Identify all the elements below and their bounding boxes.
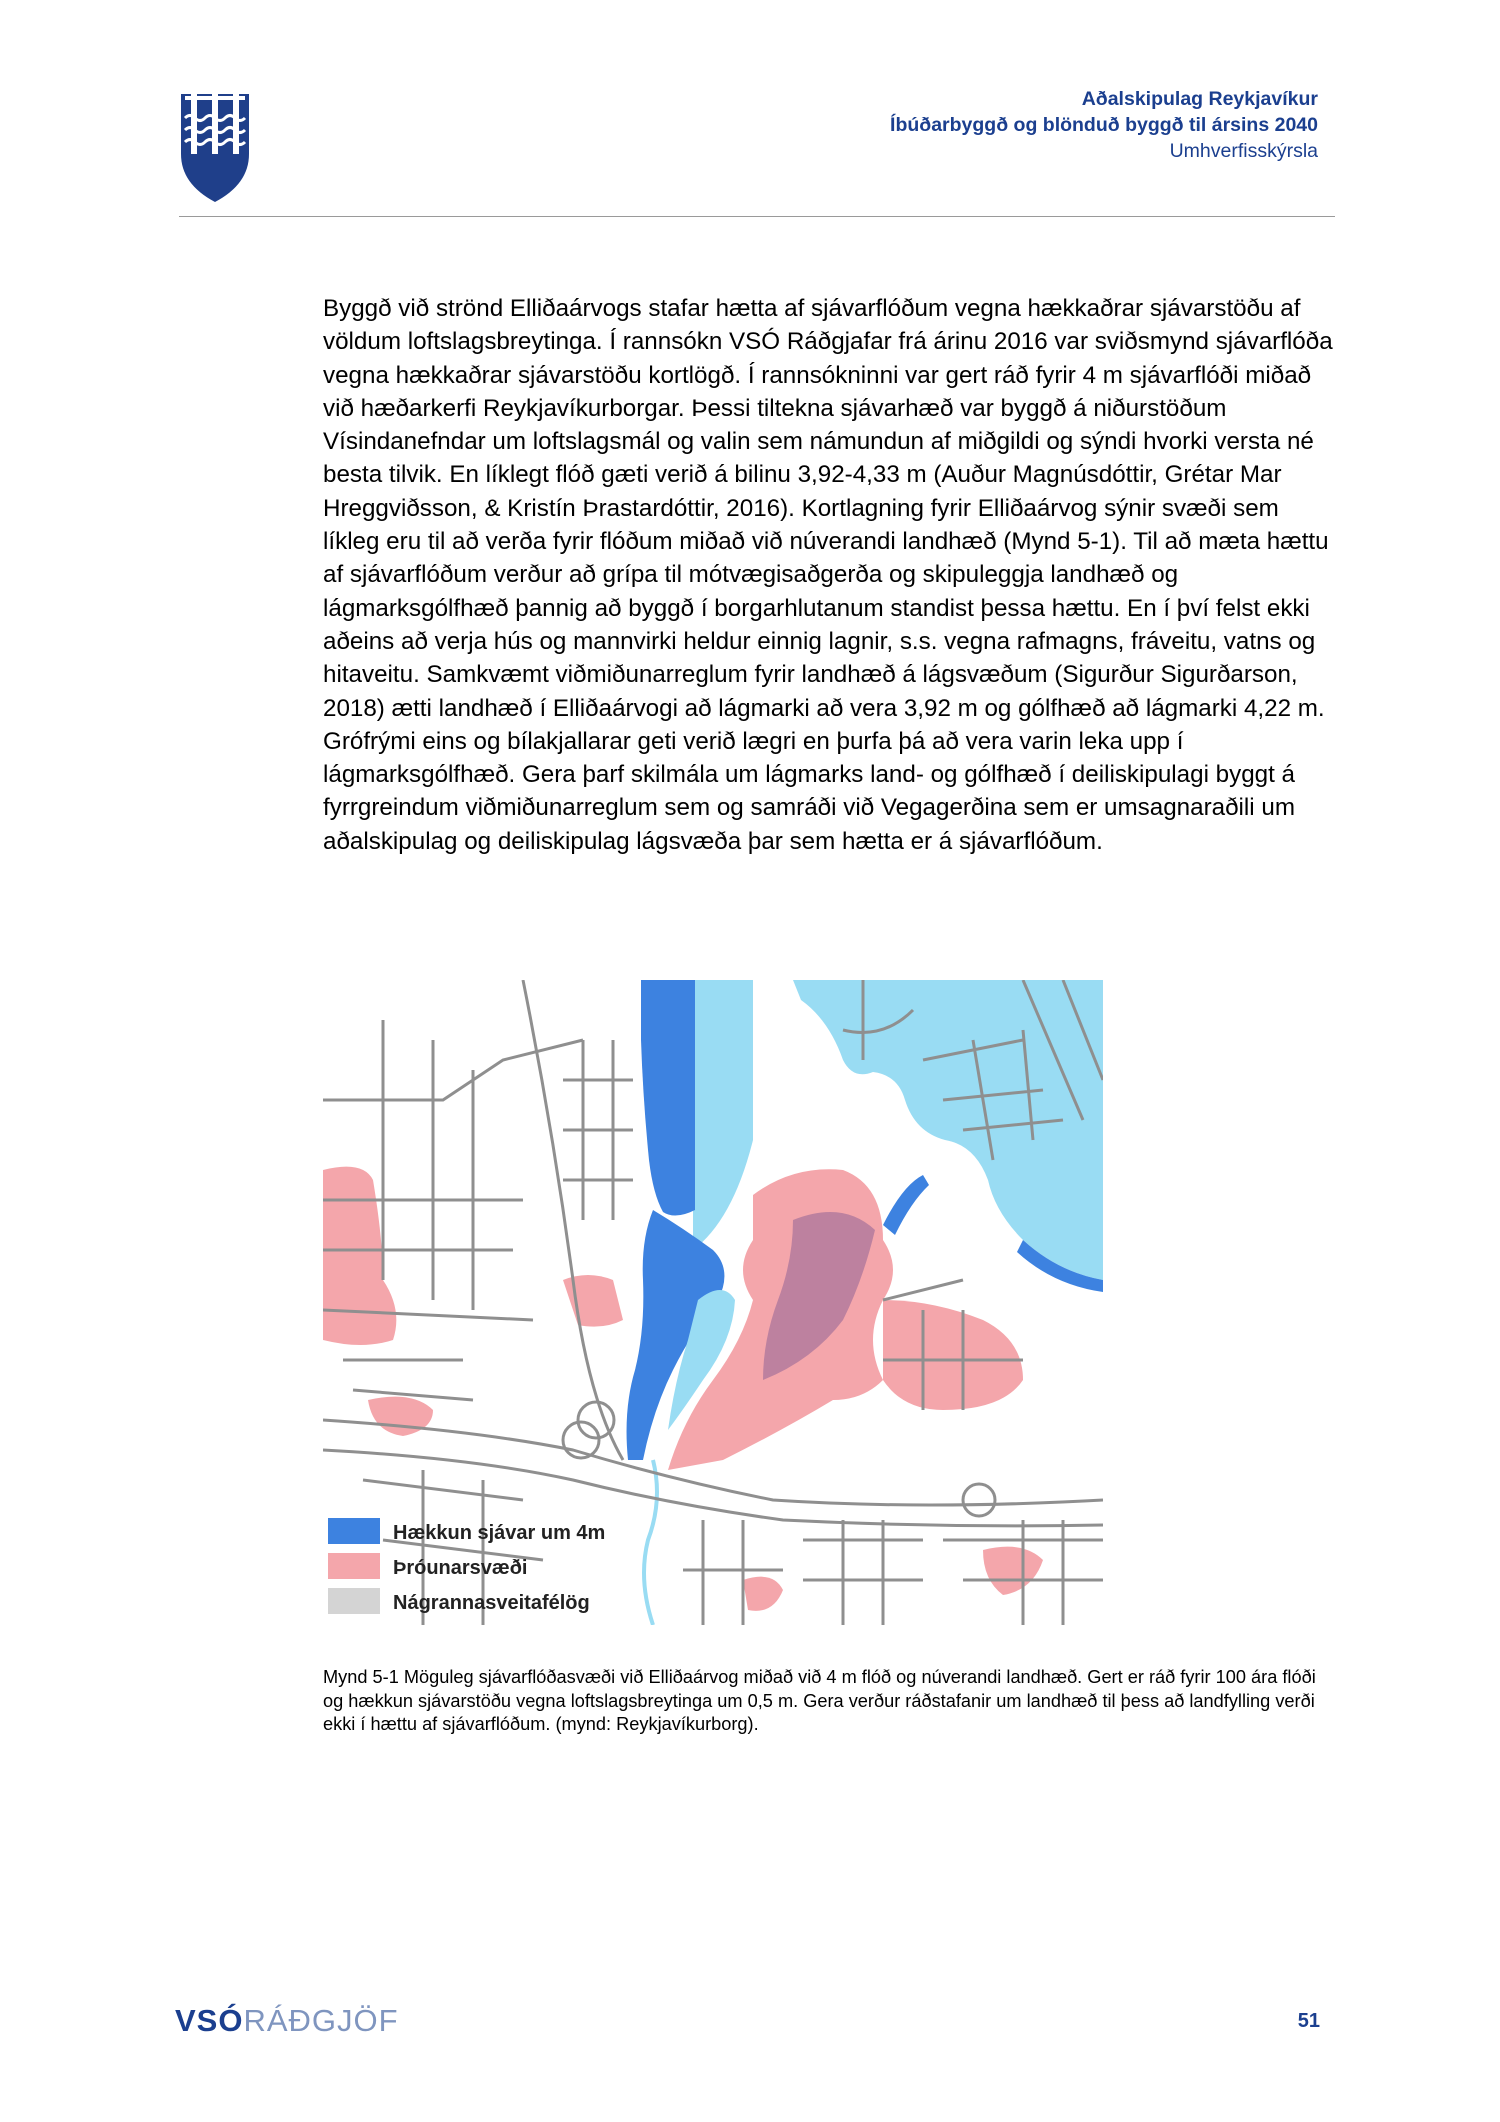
header-divider — [179, 216, 1335, 217]
document-header — [618, 86, 1318, 164]
legend-label-flood: Hækkun sjávar um 4m — [393, 1522, 606, 1544]
legend-swatch-flood — [328, 1518, 380, 1544]
footer-logo-light: RÁÐGJÖF — [243, 2003, 399, 2038]
figure-caption: Mynd 5-1 Möguleg sjávarflóðasvæði við Elliðaárvog miðað við 4 m flóð og núverandi landhæð. Gert er ráð fyrir 100 ára flóði og hækkun sjávarstöðu vegna loftslagsbreytinga um 0,5 m. Gera verður ráðstafanir um landhæð til þess að landfylling verði ekki í hættu af sjávarflóðum. (mynd: Reykjavíkurborg). — [323, 1667, 1316, 1734]
page-number: 51 — [1297, 2010, 1320, 2032]
legend-swatch-development — [328, 1553, 380, 1579]
vso-footer-logo — [175, 2003, 399, 2039]
legend-label-development: Þróunarsvæði — [393, 1557, 528, 1579]
header-title: Aðalskipulag Reykjavíkur — [1081, 88, 1318, 110]
flood-risk-map — [323, 980, 1103, 1625]
legend-label-neighbours: Nágrannasveitafélög — [393, 1592, 590, 1614]
legend-swatch-neighbours — [328, 1588, 380, 1614]
header-subtitle: Íbúðarbyggð og blönduð byggð til ársins 2040 — [890, 114, 1318, 136]
reykjavik-coat-of-arms-logo — [179, 92, 251, 204]
header-report-type: Umhverfisskýrsla — [1169, 140, 1318, 162]
footer-logo-bold: VSÓ — [175, 2003, 244, 2038]
body-paragraph: Byggð við strönd Elliðaárvogs stafar hætta af sjávarflóðum vegna hækkaðrar sjávarstöðu af völdum loftslagsbreytinga. Í rannsókn VSÓ Ráðgjafar frá árinu 2016 var sviðsmynd sjávarflóða vegna hækkaðrar sjávarstöðu kortlögð. Í rannsókninni var gert ráð fyrir 4 m sjávarflóði miðað við hæðarkerfi Reykjavíkurborgar. Þessi tiltekna sjávarhæð var byggð á niðurstöðum Vísindanefndar um loftslagsmál og valin sem námundun af miðgildi og sýndi hvorki versta né besta tilvik. En líklegt flóð gæti verið á bilinu 3,92-4,33 m (Auður Magnúsdóttir, Grétar Mar Hreggviðsson, & Kristín Þrastardóttir, 2016). Kortlagning fyrir Elliðaárvog sýnir svæði sem líkleg eru til að verða fyrir flóðum miðað við núverandi landhæð (Mynd 5-1). Til að mæta hættu af sjávarflóðum verður að grípa til mótvægisaðgerða og skipuleggja landhæð og lágmarksgólfhæð þannig að byggð í borgarhlutanum standist þessa hættu. En í því felst ekki aðeins að verja hús og mannvirki heldur einnig lagnir, s.s. vegna rafmagns, fráveitu, vatns og hitaveitu. Samkvæmt viðmiðunarreglum fyrir landhæð á lágsvæðum (Sigurður Sigurðarson, 2018) ætti landhæð í Elliðaárvogi að lágmarki að vera 3,92 m og gólfhæð að lágmarki 4,22 m. Grófrými eins og bílakjallarar geti verið lægri en þurfa þá að vera varin leka upp í lágmarksgólfhæð. Gera þarf skilmála um lágmarks land- og gólfhæð í deiliskipulagi byggt á fyrrgreindum viðmiðunarreglum sem og samráði við Vegagerðina sem er umsagnaraðili um aðalskipulag og deiliskipulag lágsvæða þar sem hætta er á sjávarflóðum. — [323, 295, 1333, 855]
